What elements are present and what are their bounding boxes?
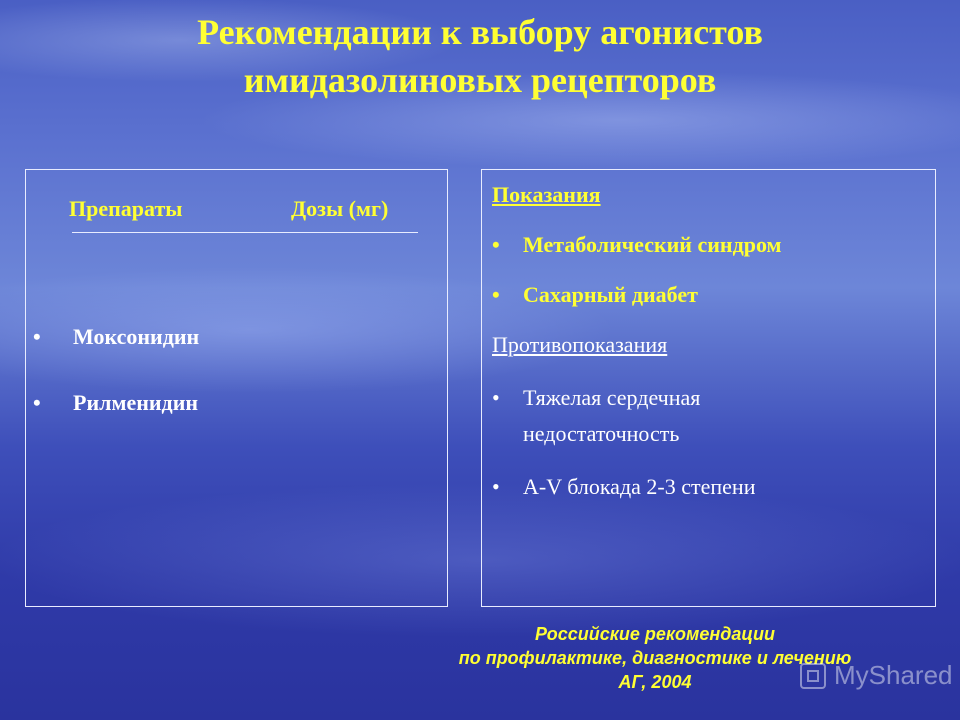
contraindications-label: Противопоказания bbox=[492, 332, 668, 357]
bullet-icon: • bbox=[492, 385, 500, 410]
citation-line-3: АГ, 2004 bbox=[618, 672, 692, 692]
doses-column-header: Дозы (мг) bbox=[291, 196, 389, 221]
watermark-text: MyShared bbox=[834, 660, 953, 690]
citation-line-2: по профилактике, диагностике и лечению bbox=[458, 648, 852, 668]
list-item bbox=[33, 324, 199, 350]
title-line-1: Рекомендации к выбору агонистов bbox=[197, 12, 763, 52]
contraindication-text: A-V блокада 2-3 степени bbox=[523, 474, 756, 499]
bullet-icon: • bbox=[33, 324, 41, 349]
list-item bbox=[492, 474, 755, 500]
drug-name: Моксонидин bbox=[73, 324, 200, 349]
indications-panel bbox=[481, 169, 936, 607]
drugs-panel bbox=[25, 169, 448, 607]
bullet-icon: • bbox=[492, 282, 500, 307]
indication-text: Сахарный диабет bbox=[523, 282, 698, 307]
list-item bbox=[33, 390, 198, 416]
citation-line-1: Российские рекомендации bbox=[535, 624, 775, 644]
watermark bbox=[800, 660, 953, 691]
bullet-icon: • bbox=[33, 390, 41, 415]
header-divider bbox=[72, 232, 418, 233]
list-item bbox=[492, 380, 792, 452]
bullet-icon: • bbox=[492, 474, 500, 499]
list-item bbox=[492, 282, 698, 308]
indication-text: Метаболический синдром bbox=[523, 232, 782, 257]
list-item bbox=[492, 232, 782, 258]
indications-label: Показания bbox=[492, 182, 601, 207]
title-line-2: имидазолиновых рецепторов bbox=[243, 60, 717, 100]
drugs-column-header: Препараты bbox=[69, 196, 183, 221]
slides-logo-icon bbox=[800, 663, 826, 689]
contraindication-text: Тяжелая сердечная недостаточность bbox=[523, 385, 701, 446]
bullet-icon: • bbox=[492, 232, 500, 257]
drug-name: Рилменидин bbox=[73, 390, 199, 415]
slide-title bbox=[0, 8, 960, 104]
